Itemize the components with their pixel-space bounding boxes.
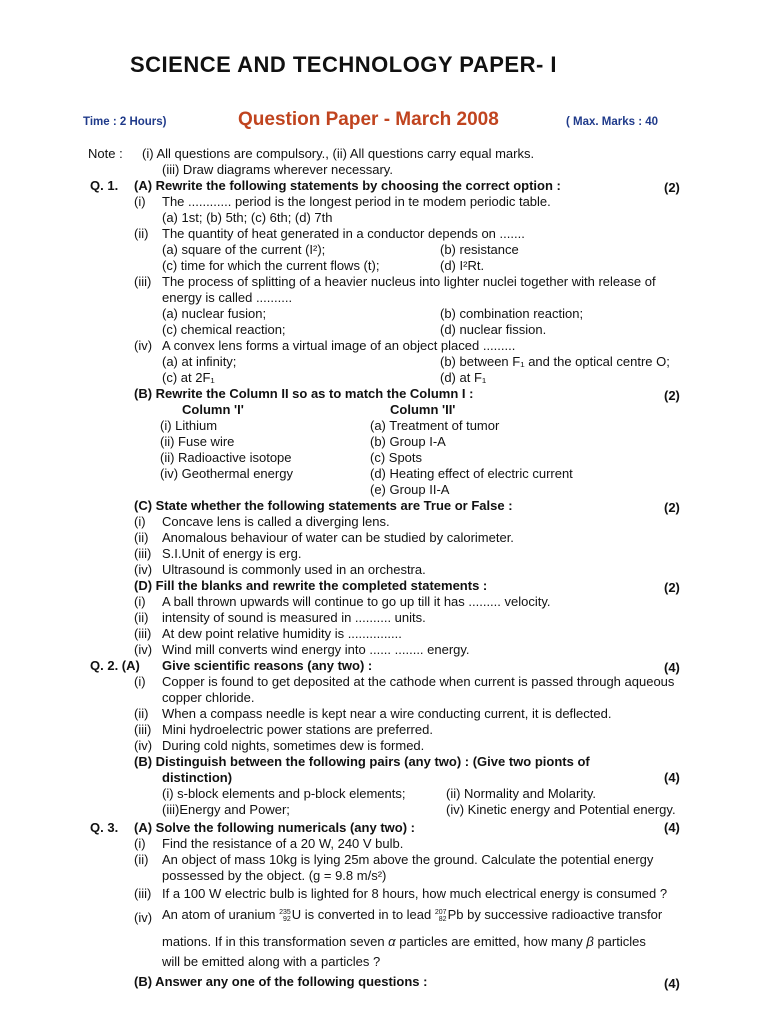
q3a-iv-text-2b: particles are emitted, how many [399, 934, 583, 949]
q1c-ii-text: Anomalous behaviour of water can be studied by calorimeter. [162, 530, 514, 545]
q2b-heading: (B) Distinguish between the following pairs (any two) : (Give two pionts of [134, 754, 590, 769]
q3a-iv-text-mid: is converted in to lead [304, 907, 432, 922]
q1a-iii-number: (iii) [134, 274, 152, 289]
q2b-marks: (4) [664, 770, 680, 785]
q2a-marks: (4) [664, 660, 680, 675]
q1-number: Q. 1. [90, 178, 119, 193]
q1b-row-4-right: (d) Heating effect of electric current [370, 466, 573, 481]
q1a-ii-option-d: (d) I²Rt. [440, 258, 485, 273]
q3a-marks: (4) [664, 820, 680, 835]
q3-number: Q. 3. [90, 820, 119, 835]
q1a-ii-option-c: (c) time for which the current flows (t); [162, 258, 380, 273]
beta-symbol: β [586, 934, 594, 949]
q1b-row-1-right: (a) Treatment of tumor [370, 418, 500, 433]
q3a-iv-text-post: by successive radioactive transfor [467, 907, 663, 922]
lead-symbol: Pb [447, 907, 464, 922]
q1d-i-number: (i) [134, 594, 146, 609]
uranium-atomic-number: 92 [282, 915, 291, 923]
q1d-iii-number: (iii) [134, 626, 152, 641]
q2b-iv-text: (iv) Kinetic energy and Potential energy. [446, 802, 676, 817]
q1b-row-3-left: (ii) Radioactive isotope [160, 450, 292, 465]
q1d-iv-number: (iv) [134, 642, 153, 657]
q2a-ii-text: When a compass needle is kept near a wire conducting current, it is deflected. [162, 706, 612, 721]
q1a-ii-number: (ii) [134, 226, 149, 241]
paper-title: SCIENCE AND TECHNOLOGY PAPER- I [130, 52, 558, 77]
q1b-column-2-header: Column 'II' [390, 402, 456, 417]
max-marks-label: ( Max. Marks : 40 [566, 116, 659, 128]
q1a-i-text: The ............ period is the longest period in te modem periodic table. [162, 194, 551, 209]
q2b-i-text: (i) s-block elements and p-block elements; [162, 786, 406, 801]
q1c-iv-text: Ultrasound is commonly used in an orchestra. [162, 562, 426, 577]
q3a-iii-number: (iii) [134, 886, 152, 901]
q1c-iv-number: (iv) [134, 562, 153, 577]
q1c-ii-number: (ii) [134, 530, 149, 545]
q1a-iii-text-2: energy is called .......... [162, 290, 293, 305]
q3a-iii-text: If a 100 W electric bulb is lighted for 8 hours, how much electrical energy is consumed ? [162, 886, 668, 901]
q1a-i-options: (a) 1st; (b) 5th; (c) 6th; (d) 7th [162, 210, 333, 225]
uranium-nuclide-numbers [279, 909, 291, 923]
q3a-ii-text-2: possessed by the object. (g = 9.8 m/s²) [162, 868, 387, 883]
q3a-iv-number: (iv) [134, 910, 153, 925]
q1c-i-number: (i) [134, 514, 146, 529]
q1a-iii-option-b: (b) combination reaction; [440, 306, 584, 321]
q2b-heading-2: distinction) [162, 770, 233, 785]
q2a-iii-text: Mini hydroelectric power stations are preferred. [162, 722, 433, 737]
q1c-iii-text: S.I.Unit of energy is erg. [162, 546, 302, 561]
q3a-iv-text-3a: will be emitted along with a [162, 954, 318, 969]
uranium-symbol: U [291, 907, 302, 922]
alpha-symbol: α [388, 934, 396, 949]
q3a-i-number: (i) [134, 836, 146, 851]
q3a-iv-text-pre: An atom of uranium [162, 907, 276, 922]
q1a-iv-number: (iv) [134, 338, 153, 353]
lead-mass-number: 207 [434, 908, 447, 916]
q1b-row-5-right: (e) Group II-A [370, 482, 450, 497]
q1a-iii-option-a: (a) nuclear fusion; [162, 306, 267, 321]
lead-atomic-number: 82 [438, 915, 447, 923]
lead-nuclide-numbers [435, 909, 447, 923]
q2b-iii-text: (iii)Energy and Power; [162, 802, 290, 817]
note-label: Note : [88, 146, 123, 161]
note-line-2: (iii) Draw diagrams wherever necessary. [162, 162, 393, 177]
q1d-iii-text: At dew point relative humidity is ............... [162, 626, 402, 641]
q2a-iii-number: (iii) [134, 722, 152, 737]
q1c-i-text: Concave lens is called a diverging lens. [162, 514, 390, 529]
q1d-ii-text: intensity of sound is measured in .......... units. [162, 610, 426, 625]
q2b-ii-text: (ii) Normality and Molarity. [446, 786, 597, 801]
q2-number: Q. 2. (A) [90, 658, 140, 673]
q1c-marks: (2) [664, 500, 680, 515]
q1b-row-1-left: (i) Lithium [160, 418, 218, 433]
q2a-iv-number: (iv) [134, 738, 153, 753]
q3b-heading: (B) Answer any one of the following questions : [134, 974, 428, 989]
time-label: Time : 2 Hours) [83, 116, 167, 128]
q3b-marks: (4) [664, 976, 680, 991]
paper-subtitle: Question Paper - March 2008 [238, 109, 499, 130]
q3a-heading: (A) Solve the following numericals (any two) : [134, 820, 415, 835]
q1b-marks: (2) [664, 388, 680, 403]
q1b-heading: (B) Rewrite the Column II so as to match the Column I : [134, 386, 474, 401]
q1a-iii-option-c: (c) chemical reaction; [162, 322, 286, 337]
q1a-iii-option-d: (d) nuclear fission. [440, 322, 547, 337]
q1a-iv-option-d: (d) at F₁ [440, 370, 487, 385]
q3a-iv-line-1 [162, 904, 662, 926]
q1a-ii-option-a: (a) square of the current (I²); [162, 242, 326, 257]
q3a-iv-line-3 [162, 954, 380, 969]
q2a-i-text: Copper is found to get deposited at the cathode when current is passed through aqueous [162, 674, 675, 689]
q1b-row-2-left: (ii) Fuse wire [160, 434, 235, 449]
q1a-iii-text: The process of splitting of a heavier nucleus into lighter nuclei together with release of [162, 274, 656, 289]
q1c-iii-number: (iii) [134, 546, 152, 561]
q2a-i-number: (i) [134, 674, 146, 689]
q1d-heading: (D) Fill the blanks and rewrite the completed statements : [134, 578, 488, 593]
q3a-iv-text-3b: particles ? [320, 954, 381, 969]
q1a-ii-option-b: (b) resistance [440, 242, 519, 257]
q1a-iv-option-c: (c) at 2F₁ [162, 370, 215, 385]
q1a-iv-text: A convex lens forms a virtual image of an object placed ......... [162, 338, 516, 353]
uranium-mass-number: 235 [279, 908, 291, 916]
q1d-ii-number: (ii) [134, 610, 149, 625]
q3a-ii-text: An object of mass 10kg is lying 25m above the ground. Calculate the potential energy [162, 852, 654, 867]
q3a-iv-text-2c: particles [597, 934, 646, 949]
q1b-row-3-right: (c) Spots [370, 450, 423, 465]
q1d-i-text: A ball thrown upwards will continue to go up till it has ......... velocity. [162, 594, 551, 609]
q1d-marks: (2) [664, 580, 680, 595]
q1a-marks: (2) [664, 180, 680, 195]
q3a-iv-line-2 [162, 934, 646, 949]
q1b-column-1-header: Column 'I' [182, 402, 244, 417]
q2a-ii-number: (ii) [134, 706, 149, 721]
q1a-iv-option-a: (a) at infinity; [162, 354, 237, 369]
q1b-row-4-left: (iv) Geothermal energy [160, 466, 293, 481]
q2a-iv-text: During cold nights, sometimes dew is formed. [162, 738, 425, 753]
q3a-ii-number: (ii) [134, 852, 149, 867]
q1c-heading: (C) State whether the following statements are True or False : [134, 498, 513, 513]
q1a-iv-option-b: (b) between F₁ and the optical centre O; [440, 354, 670, 369]
q2a-i-text-2: copper chloride. [162, 690, 255, 705]
q3a-i-text: Find the resistance of a 20 W, 240 V bulb. [162, 836, 404, 851]
q3a-iv-text-2a: mations. If in this transformation seven [162, 934, 385, 949]
q1b-row-2-right: (b) Group I-A [370, 434, 446, 449]
q2a-heading: Give scientific reasons (any two) : [162, 658, 373, 673]
note-line-1: (i) All questions are compulsory., (ii) All questions carry equal marks. [142, 146, 535, 161]
q1a-i-number: (i) [134, 194, 146, 209]
q1d-iv-text: Wind mill converts wind energy into ...... ........ energy. [162, 642, 470, 657]
q1a-heading: (A) Rewrite the following statements by choosing the correct option : [134, 178, 561, 193]
q1a-ii-text: The quantity of heat generated in a conductor depends on ....... [162, 226, 525, 241]
